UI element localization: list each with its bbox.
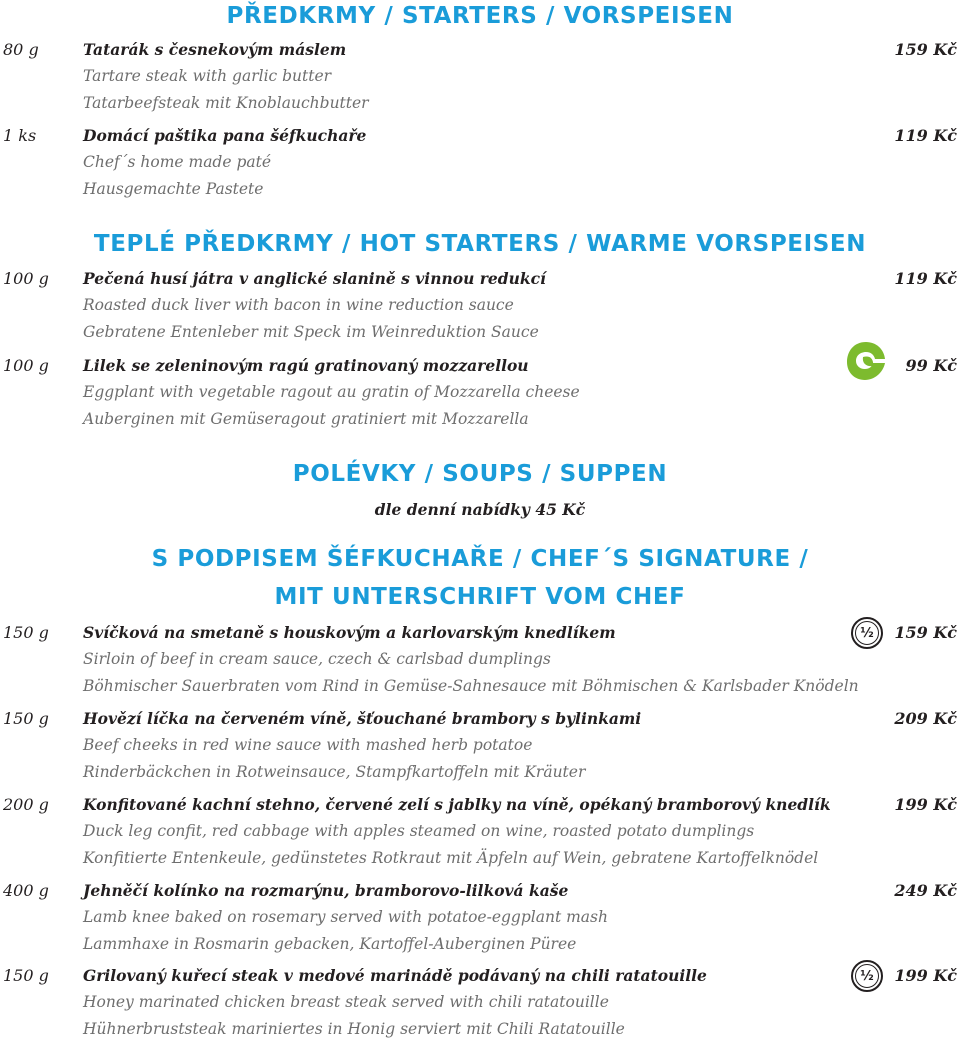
- item-price: 159 Kč: [894, 623, 957, 642]
- item-name-en: Beef cheeks in red wine sauce with mashed herb potatoe: [83, 736, 533, 754]
- item-name-en: Honey marinated chicken breast steak served with chili ratatouille: [83, 993, 609, 1011]
- item-name-cz: Lilek se zeleninovým ragú gratinovaný mozzarellou: [83, 356, 529, 375]
- vegetarian-leaf-icon: [843, 338, 889, 384]
- item-quantity: 100 g: [3, 269, 49, 288]
- item-name-de: Tatarbeefsteak mit Knoblauchbutter: [83, 94, 369, 112]
- item-quantity: 1 ks: [3, 126, 37, 145]
- item-quantity: 200 g: [3, 795, 49, 814]
- item-name-cz: Svíčková na smetaně s houskovým a karlovarským knedlíkem: [83, 623, 616, 642]
- section-title-signature-line2: MIT UNTERSCHRIFT VOM CHEF: [274, 584, 686, 610]
- item-price: 159 Kč: [894, 40, 957, 59]
- item-quantity: 150 g: [3, 709, 49, 728]
- item-name-cz: Domácí paštika pana šéfkuchaře: [83, 126, 367, 145]
- item-quantity: 400 g: [3, 881, 49, 900]
- section-title-soups: POLÉVKY / SOUPS / SUPPEN: [292, 461, 668, 487]
- item-quantity: 80 g: [3, 40, 39, 59]
- item-price: 119 Kč: [894, 269, 957, 288]
- item-name-en: Tartare steak with garlic butter: [83, 67, 332, 85]
- item-name-en: Chef´s home made paté: [83, 153, 272, 171]
- item-name-cz: Jehněčí kolínko na rozmarýnu, bramborovo-lilková kaše: [83, 881, 569, 900]
- item-name-de: Auberginen mit Gemüseragout gratiniert mit Mozzarella: [83, 410, 529, 428]
- menu-item-svickova: [0, 619, 960, 699]
- menu-item-duck-liver: [0, 265, 960, 345]
- item-name-cz: Hovězí líčka na červeném víně, šťouchané brambory s bylinkami: [83, 709, 642, 728]
- section-title-starters: PŘEDKRMY / STARTERS / VORSPEISEN: [226, 3, 734, 29]
- item-price: 249 Kč: [894, 881, 957, 900]
- item-name-cz: Pečená husí játra v anglické slanině s vinnou redukcí: [83, 269, 546, 288]
- menu-item-duck-leg: [0, 791, 960, 871]
- menu-item-beef-cheeks: [0, 705, 960, 785]
- menu-item-tartare: [0, 36, 960, 116]
- menu-item-lamb-knee: [0, 877, 960, 957]
- item-price: 99 Kč: [905, 356, 957, 375]
- item-price: 209 Kč: [894, 709, 957, 728]
- section-title-hot-starters: TEPLÉ PŘEDKRMY / HOT STARTERS / WARME VORSPEISEN: [93, 231, 867, 257]
- item-quantity: 150 g: [3, 623, 49, 642]
- item-name-de: Konfitierte Entenkeule, gedünstetes Rotkraut mit Äpfeln auf Wein, gebratene Kartoffelknödel: [83, 849, 819, 867]
- item-name-en: Roasted duck liver with bacon in wine reduction sauce: [83, 296, 514, 314]
- item-price: 119 Kč: [894, 126, 957, 145]
- item-name-en: Lamb knee baked on rosemary served with potatoe-eggplant mash: [83, 908, 608, 926]
- item-price: 199 Kč: [894, 795, 957, 814]
- menu-item-pate: [0, 122, 960, 202]
- item-name-de: Gebratene Entenleber mit Speck im Weinreduktion Sauce: [83, 323, 539, 341]
- menu-item-chicken-steak: [0, 962, 960, 1042]
- item-name-cz: Tatarák s česnekovým máslem: [83, 40, 347, 59]
- item-name-cz: Grilovaný kuřecí steak v medové marinádě podávaný na chili ratatouille: [83, 966, 707, 985]
- half-portion-icon: [851, 617, 883, 649]
- item-name-en: Eggplant with vegetable ragout au gratin of Mozzarella cheese: [83, 383, 580, 401]
- item-name-de: Böhmischer Sauerbraten vom Rind in Gemüse-Sahnesauce mit Böhmischen & Karlsbader Knödeln: [83, 677, 859, 695]
- section-title-signature-line1: S PODPISEM ŠÉFKUCHAŘE / CHEF´S SIGNATURE /: [151, 546, 809, 572]
- item-price: 199 Kč: [894, 966, 957, 985]
- item-name-de: Rinderbäckchen in Rotweinsauce, Stampfkartoffeln mit Kräuter: [83, 763, 586, 781]
- half-portion-label: ½: [860, 625, 874, 641]
- item-quantity: 100 g: [3, 356, 49, 375]
- half-portion-icon: [851, 960, 883, 992]
- item-name-en: Duck leg confit, red cabbage with apples steamed on wine, roasted potato dumplings: [83, 822, 755, 840]
- item-name-en: Sirloin of beef in cream sauce, czech & carlsbad dumplings: [83, 650, 551, 668]
- item-quantity: 150 g: [3, 966, 49, 985]
- item-name-de: Lammhaxe in Rosmarin gebacken, Kartoffel-Auberginen Püree: [83, 935, 577, 953]
- item-name-de: Hühnerbruststeak mariniertes in Honig serviert mit Chili Ratatouille: [83, 1020, 625, 1038]
- half-portion-label: ½: [860, 968, 874, 984]
- item-name-cz: Konfitované kachní stehno, červené zelí s jablky na víně, opékaný bramborový knedlík: [83, 795, 831, 814]
- item-name-de: Hausgemachte Pastete: [83, 180, 264, 198]
- soups-note: dle denní nabídky 45 Kč: [374, 500, 586, 519]
- menu-item-eggplant: [0, 352, 960, 432]
